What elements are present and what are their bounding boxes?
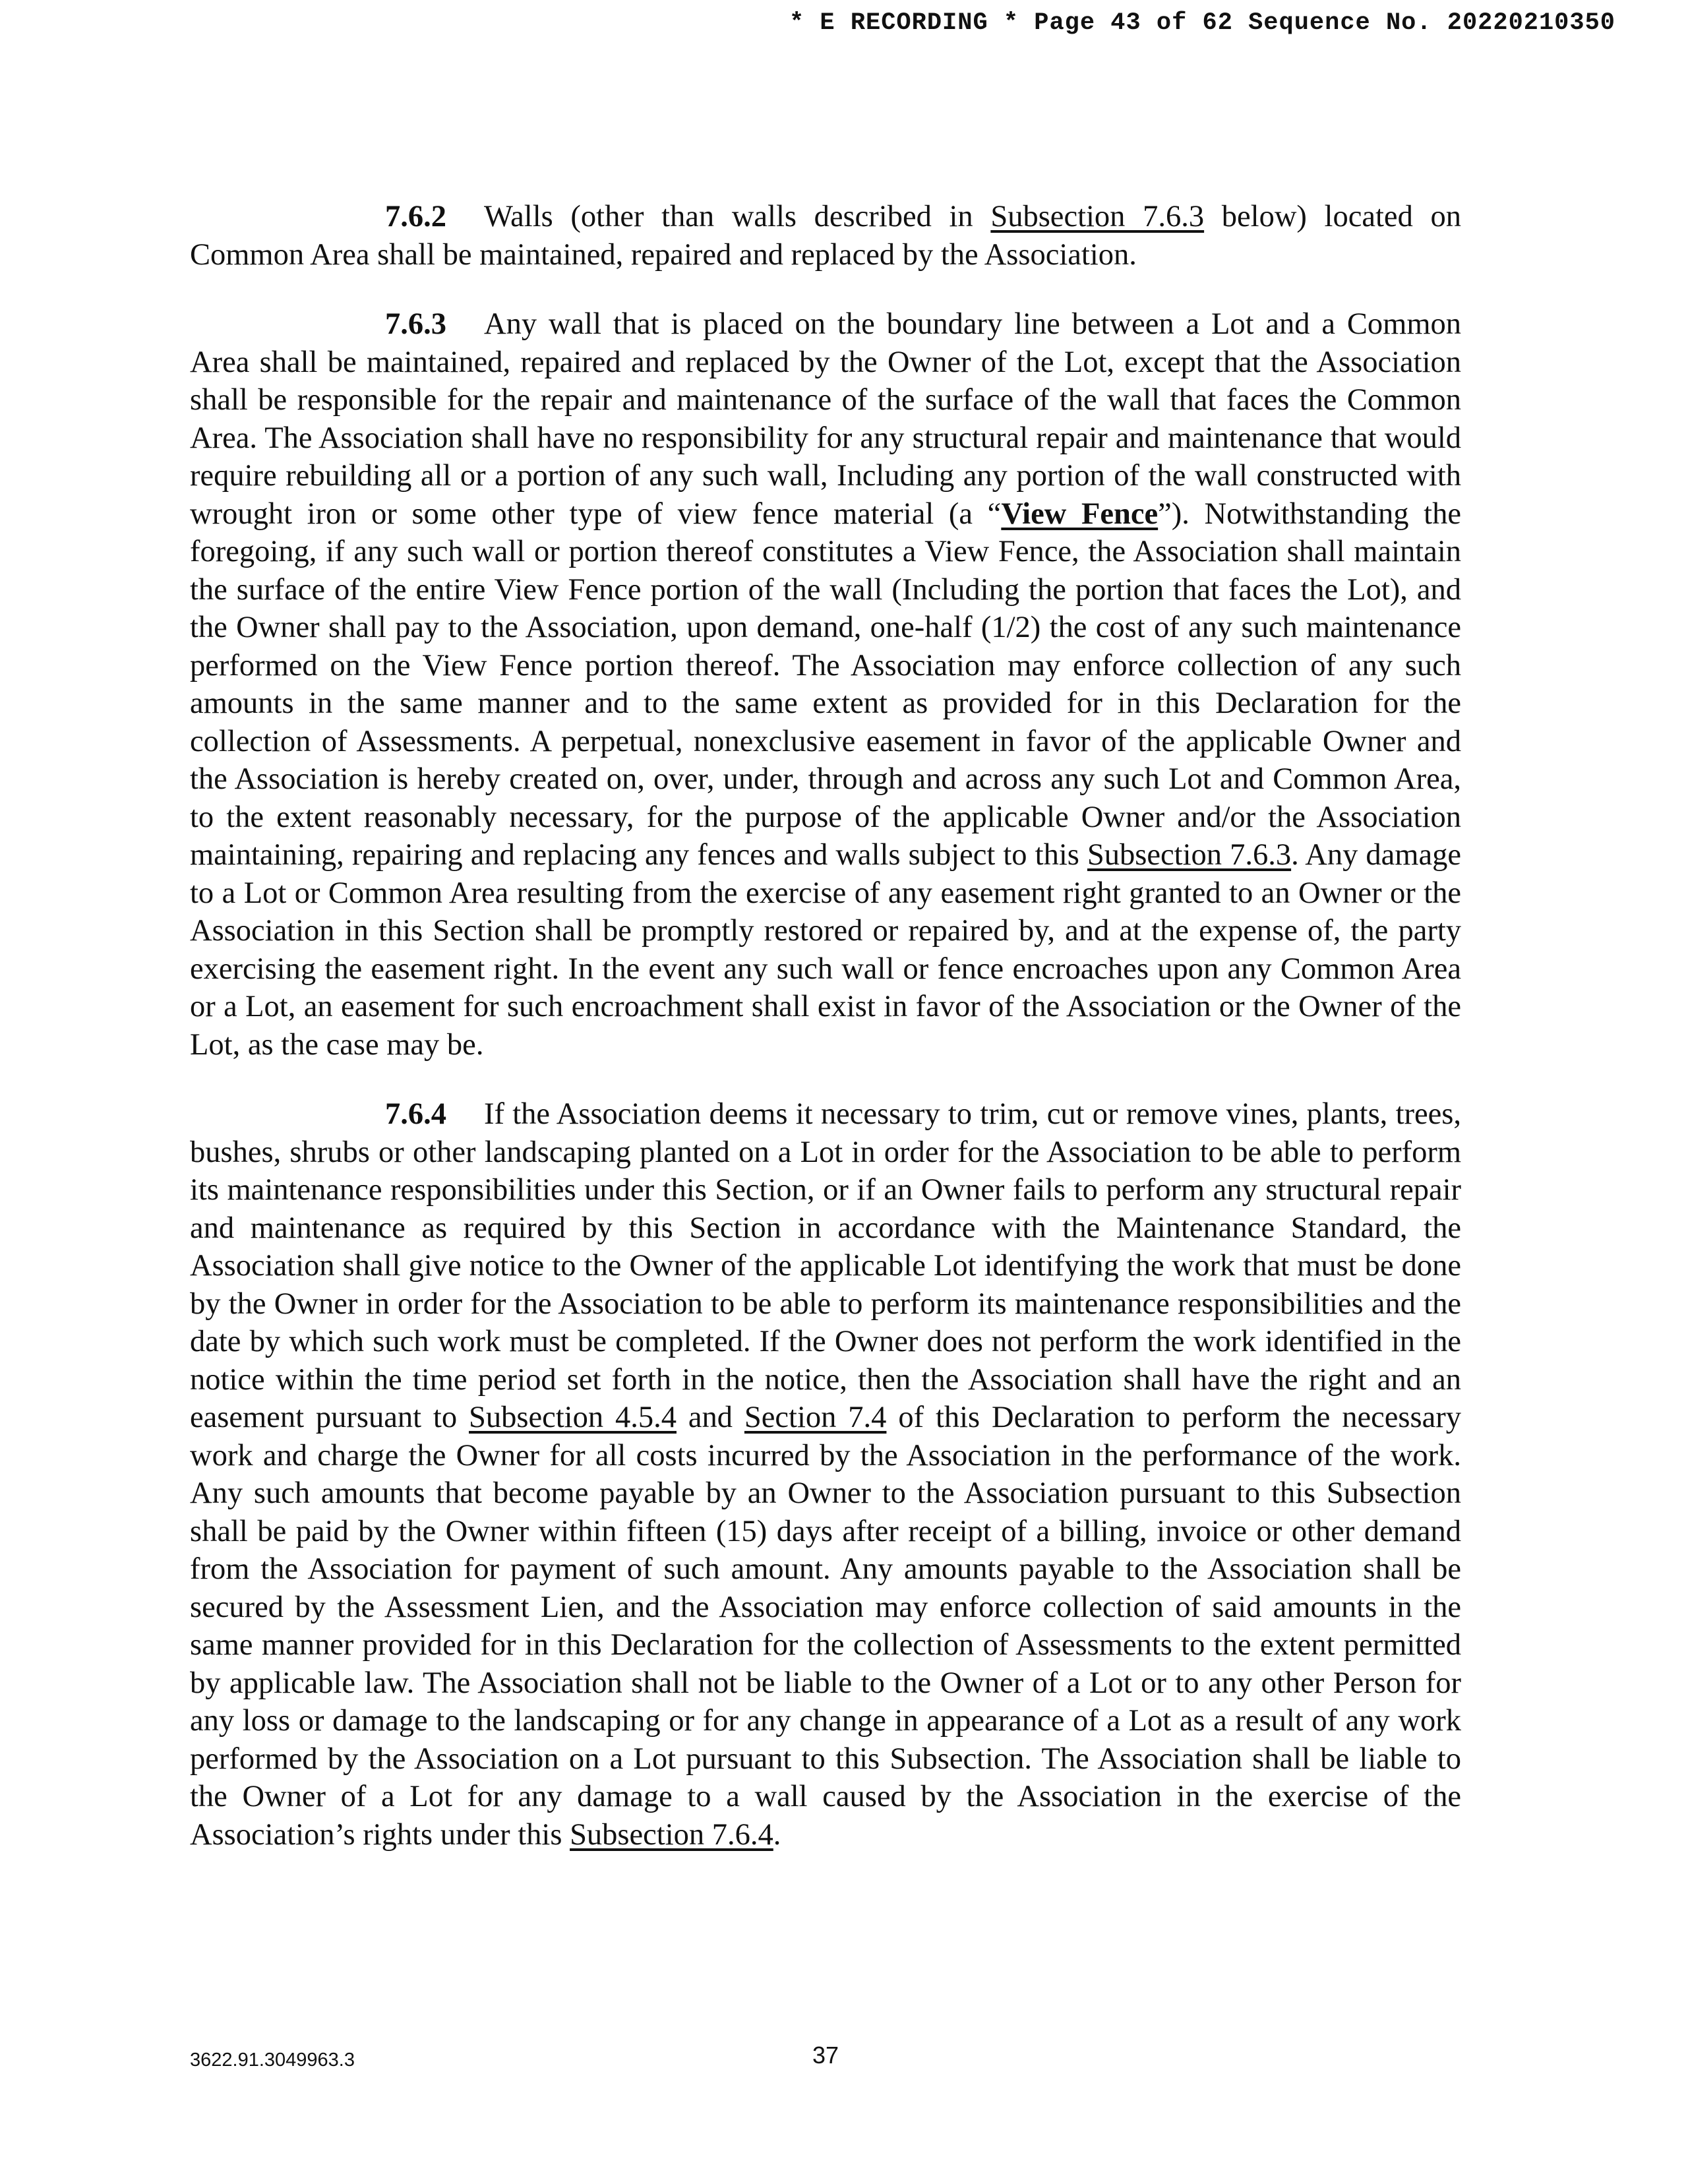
document-body xyxy=(190,198,1461,1885)
section-number: 7.6.3 xyxy=(385,307,446,341)
subsection-reference: Subsection 7.6.4 xyxy=(570,1817,773,1852)
subsection-reference: Subsection 4.5.4 xyxy=(469,1401,677,1434)
section-7-6-2 xyxy=(190,198,1461,274)
subsection-reference: Subsection 7.6.3 xyxy=(1087,838,1292,872)
section-text: . xyxy=(773,1817,781,1852)
section-text: Walls (other than walls described in xyxy=(484,200,991,233)
section-number: 7.6.4 xyxy=(385,1097,446,1131)
page-number: 37 xyxy=(812,2042,839,2069)
section-text: Any wall that is placed on the boundary line between a Lot and a Common Area shall be maintained, repaired and replaced by the Owner of the Lot, except that the Association shall be responsible for the repair and maintenance of the surface of the wall that faces the Common Area. The Association shall have no responsibility for any structural repair and maintenance that would require rebuilding all or a portion of any such wall, Including any portion of the wall constructed with wrought iron or some other type of view fence material (a “ xyxy=(190,307,1461,531)
document-id: 3622.91.3049963.3 xyxy=(190,2049,355,2071)
section-7-6-3 xyxy=(190,305,1461,1064)
section-number: 7.6.2 xyxy=(385,200,446,233)
section-text: If the Association deems it necessary to trim, cut or remove vines, plants, trees, bushes, shrubs or other landscaping planted on a Lot in order for the Association to be able to perform its maintenance responsibilities under this Section, or if an Owner fails to perform any structural repair and maintenance as required by this Section in accordance with the Maintenance Standard, the Association shall give notice to the Owner of the applicable Lot identifying the work that must be done by the Owner in order for the Association to be able to perform its maintenance responsibilities and the date by which such work must be completed. If the Owner does not perform the work identified in the notice within the time period set forth in the notice, then the Association shall have the right and an easement pursuant to xyxy=(190,1097,1461,1434)
section-text: below) located on Common Area shall be maintained, repaired and replaced by the Association. xyxy=(190,200,1461,272)
defined-term: View Fence xyxy=(1001,497,1159,531)
section-text: and xyxy=(676,1401,744,1434)
section-7-6-4 xyxy=(190,1095,1461,1854)
recording-header: * E RECORDING * Page 43 of 62 Sequence No. 20220210350 xyxy=(789,9,1615,37)
section-text: . Any damage to a Lot or Common Area resulting from the exercise of any easement right granted to an Owner or the Association in this Section shall be promptly restored or repaired by, and at the expense of, the party exercising the easement right. In the event any such wall or fence encroaches upon any Common Area or a Lot, an easement for such encroachment shall exist in favor of the Association or the Owner of the Lot, as the case may be. xyxy=(190,838,1461,1062)
section-reference: Section 7.4 xyxy=(744,1401,887,1434)
section-text: of this Declaration to perform the necessary work and charge the Owner for all costs incurred by the Association in the performance of the work. Any such amounts that become payable by an Owner to the Association pursuant to this Subsection shall be paid by the Owner within fifteen (15) days after receipt of a billing, invoice or other demand from the Association for payment of such amount. Any amounts payable to the Association shall be secured by the Assessment Lien, and the Association may enforce collection of said amounts in the same manner provided for in this Declaration for the collection of Assessments to the extent permitted by applicable law. The Association shall not be liable to the Owner of a Lot or to any other Person for any loss or damage to the landscaping or for any change in appearance of a Lot as a result of any work performed by the Association on a Lot pursuant to this Subsection. The Association shall be liable to the Owner of a Lot for any damage to a wall caused by the Association in the exercise of the Association’s rights under this xyxy=(190,1401,1461,1852)
section-text: ”). Notwithstanding the foregoing, if any such wall or portion thereof constitutes a View Fence, the Association shall maintain the surface of the entire View Fence portion of the wall (Including the portion that faces the Lot), and the Owner shall pay to the Association, upon demand, one-half (1/2) the cost of any such maintenance performed on the View Fence portion thereof. The Association may enforce collection of any such amounts in the same manner and to the same extent as provided for in this Declaration for the collection of Assessments. A perpetual, nonexclusive easement in favor of the applicable Owner and the Association is hereby created on, over, under, through and across any such Lot and Common Area, to the extent reasonably necessary, for the purpose of the applicable Owner and/or the Association maintaining, repairing and replacing any fences and walls subject to this xyxy=(190,497,1461,872)
subsection-reference: Subsection 7.6.3 xyxy=(990,200,1205,233)
